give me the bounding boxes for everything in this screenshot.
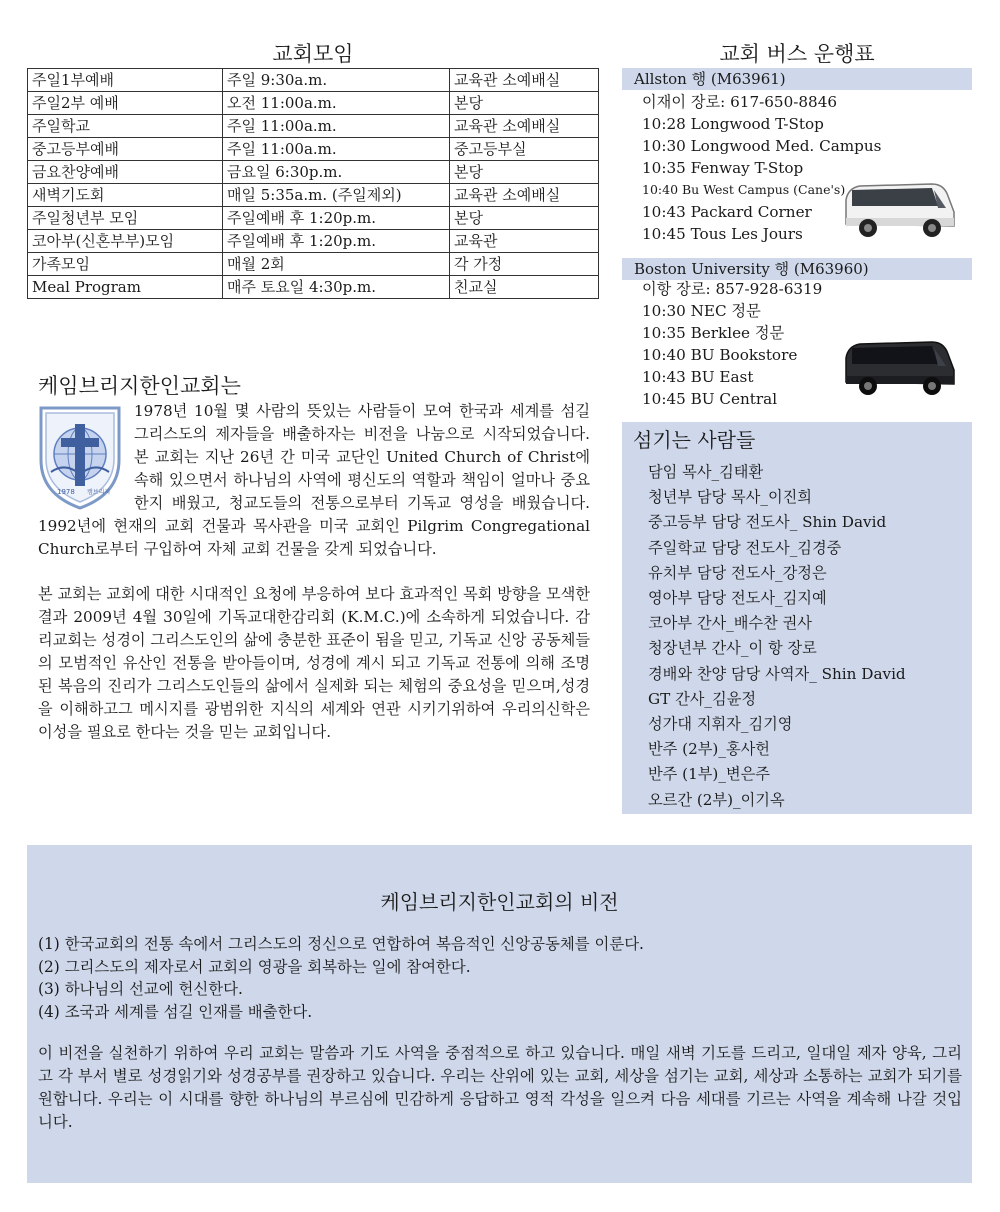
bus-schedule-title: 교회 버스 운행표 — [719, 42, 875, 66]
white-van-image — [840, 178, 958, 242]
meeting-place: 중고등부실 — [450, 138, 599, 161]
meeting-name: 새벽기도회 — [28, 184, 223, 207]
intro-paragraph-1: 1978년 10월 몇 사람의 뜻있는 사람들이 모여 한국과 세계를 섬길 그리스도의 제자들을 배출하자는 비전을 나눔으로 시작되었습니다. 본 교회는 지난 26년 간 미국 교단인 United Church of Christ에 속해 있으면서 하나님의 사역에 평신도의 역할과 책임이 얼마나 중요한지 배웠고, 청교도들의 전통으로부터 기독교 영성을 배웠습니다. 1992년에 현재의 교회 건물과 목사관을 미국 교회인 Pilgrim Congregational Church로부터 구입하여 자체 교회 건물을 갖게 되었습니다. — [38, 402, 590, 558]
servant-item: 영아부 담당 전도사_김지예 — [648, 589, 827, 608]
meeting-time: 주일예배 후 1:20p.m. — [223, 230, 450, 253]
route-2-header: Boston University 행 (M63960) — [622, 258, 972, 280]
vision-body: 이 비전을 실천하기 위하여 우리 교회는 말씀과 기도 사역을 중점적으로 하고 있습니다. 매일 새벽 기도를 드리고, 일대일 제자 양육, 그리고 각 부서 별로 성경읽기와 성경공부를 권장하고 있습니다. 우리는 산위에 있는 교회, 세상을 섬기는 교회, 세상과 소통하는 교회가 되기를 원합니다. 우리는 이 시대를 향한 하나님의 부르심에 민감하게 응답하고 영적 각성을 일으켜 다음 세대를 기르는 사역을 계속해 나갈 것입니다. — [38, 1044, 962, 1131]
meeting-place: 본당 — [450, 207, 599, 230]
servant-item: 코아부 간사_배수찬 권사 — [648, 614, 812, 633]
route-2-contact: 이항 장로: 857-928-6319 — [642, 280, 823, 298]
meeting-name: 금요찬양예배 — [28, 161, 223, 184]
meeting-row — [28, 253, 599, 276]
meeting-name: 주일청년부 모임 — [28, 207, 223, 230]
meeting-row — [28, 161, 599, 184]
servant-item: 담임 목사_김태환 — [648, 463, 764, 481]
servant-item: 중고등부 담당 전도사_ Shin David — [648, 513, 887, 532]
meeting-row — [28, 207, 599, 230]
servant-item: 반주 (2부)_홍사헌 — [648, 740, 770, 759]
route-1-stop: 10:45 Tous Les Jours — [642, 225, 803, 243]
vision-item: (1) 한국교회의 전통 속에서 그리스도의 정신으로 연합하여 복음적인 신앙공동체를 이룬다. — [38, 935, 644, 953]
meeting-time: 주일 11:00a.m. — [223, 115, 450, 138]
intro-paragraph-2: 본 교회는 교회에 대한 시대적인 요청에 부응하여 보다 효과적인 목회 방향을 모색한 결과 2009년 4월 30일에 기독교대한감리회 (K.M.C.)에 소속하게 되었습니다. 감리교회는 성경이 그리스도인의 삶에 충분한 표준이 됨을 믿고, 기독교 신앙 공동체들의 모범적인 유산인 전통을 받아들이며, 성경에 계시 되고 기독교 전통에 의해 조명된 복음의 진리가 그리스도인들의 삶에서 실제화 되는 체험의 중요성을 믿으며,성경을 이해하고그 메시지를 광범위한 지식의 세계와 연관 시키기위하여 우리의신학은 이성을 필요로 한다는 것을 믿는 교회입니다. — [38, 585, 590, 741]
route-1-stop: 10:43 Packard Corner — [642, 203, 812, 221]
meeting-row — [28, 115, 599, 138]
route-2-stop: 10:40 BU Bookstore — [642, 346, 798, 364]
vision-item: (4) 조국과 세계를 섬길 인재를 배출한다. — [38, 1002, 313, 1021]
meeting-name: 주일1부예배 — [28, 69, 223, 92]
route-1-stop: 10:35 Fenway T-Stop — [642, 159, 804, 177]
meeting-time: 금요일 6:30p.m. — [223, 161, 450, 184]
meeting-name: 코아부(신혼부부)모임 — [28, 230, 223, 253]
servant-item: 유치부 담당 전도사_강정은 — [648, 563, 827, 582]
vision-item: (3) 하나님의 선교에 헌신한다. — [38, 980, 243, 998]
route-2-stop: 10:43 BU East — [642, 368, 754, 386]
meeting-time: 매주 토요일 4:30p.m. — [223, 276, 450, 299]
black-van-image — [840, 336, 958, 400]
meeting-place: 각 가정 — [450, 253, 599, 276]
meeting-name: 주일학교 — [28, 115, 223, 138]
route-2-stop: 10:30 NEC 정문 — [642, 302, 761, 320]
meeting-row — [28, 230, 599, 253]
route-1-stop: 10:30 Longwood Med. Campus — [642, 137, 882, 155]
route-2-stop: 10:45 BU Central — [642, 390, 778, 408]
servant-item: GT 간사_김윤정 — [648, 689, 757, 708]
meeting-name: 주일2부 예배 — [28, 92, 223, 115]
meeting-time: 매월 2회 — [223, 253, 450, 276]
meeting-row — [28, 138, 599, 161]
vision-item: (2) 그리스도의 제자로서 교회의 영광을 회복하는 일에 참여한다. — [38, 957, 471, 976]
meeting-place: 교육관 소예배실 — [450, 115, 599, 138]
meeting-place: 본당 — [450, 161, 599, 184]
meeting-row — [28, 276, 599, 299]
vision-items — [38, 933, 644, 1023]
servant-item: 청년부 담당 목사_이진희 — [648, 488, 812, 507]
meeting-place: 교육관 — [450, 230, 599, 253]
servants-list — [648, 460, 906, 813]
meeting-time: 오전 11:00a.m. — [223, 92, 450, 115]
servant-item: 성가대 지휘자_김기영 — [648, 715, 793, 734]
servant-item: 반주 (1부)_변은주 — [648, 765, 770, 784]
route-2-stops — [642, 278, 822, 410]
meeting-place: 친교실 — [450, 276, 599, 299]
meetings-table — [27, 68, 599, 299]
route-2-stop: 10:35 Berklee 정문 — [642, 324, 785, 342]
servant-item: 경배와 찬양 담당 사역자_ Shin David — [648, 664, 906, 683]
meeting-name: Meal Program — [28, 276, 223, 299]
meeting-name: 중고등부예배 — [28, 138, 223, 161]
servants-title: 섬기는 사람들 — [633, 428, 756, 452]
meeting-time: 주일 11:00a.m. — [223, 138, 450, 161]
meetings-title: 교회모임 — [272, 42, 354, 66]
meeting-row — [28, 184, 599, 207]
route-1-stop: 10:28 Longwood T-Stop — [642, 115, 824, 133]
crest-year: 1978 — [57, 488, 75, 496]
meeting-time: 주일예배 후 1:20p.m. — [223, 207, 450, 230]
meeting-time: 주일 9:30a.m. — [223, 69, 450, 92]
meeting-place: 교육관 소예배실 — [450, 69, 599, 92]
meeting-row — [28, 69, 599, 92]
meeting-time: 매일 5:35a.m. (주일제외) — [223, 184, 450, 207]
church-crest-logo — [37, 402, 123, 512]
crest-name: 캠브리지 — [87, 489, 111, 496]
servant-item: 청장년부 간사_이 항 장로 — [648, 639, 817, 658]
meeting-name: 가족모임 — [28, 253, 223, 276]
meeting-row — [28, 92, 599, 115]
intro-heading: 케임브리지한인교회는 — [38, 374, 241, 398]
meeting-place: 교육관 소예배실 — [450, 184, 599, 207]
meeting-place: 본당 — [450, 92, 599, 115]
vision-title: 케임브리지한인교회의 비전 — [380, 890, 619, 914]
route-1-stop: 10:40 Bu West Campus (Cane's) — [642, 182, 846, 197]
route-1-contact: 이재이 장로: 617-650-8846 — [642, 93, 838, 111]
servant-item: 주일학교 담당 전도사_김경중 — [648, 538, 842, 557]
servant-item: 오르간 (2부)_이기옥 — [648, 790, 785, 809]
route-1-header: Allston 행 (M63961) — [622, 68, 972, 90]
